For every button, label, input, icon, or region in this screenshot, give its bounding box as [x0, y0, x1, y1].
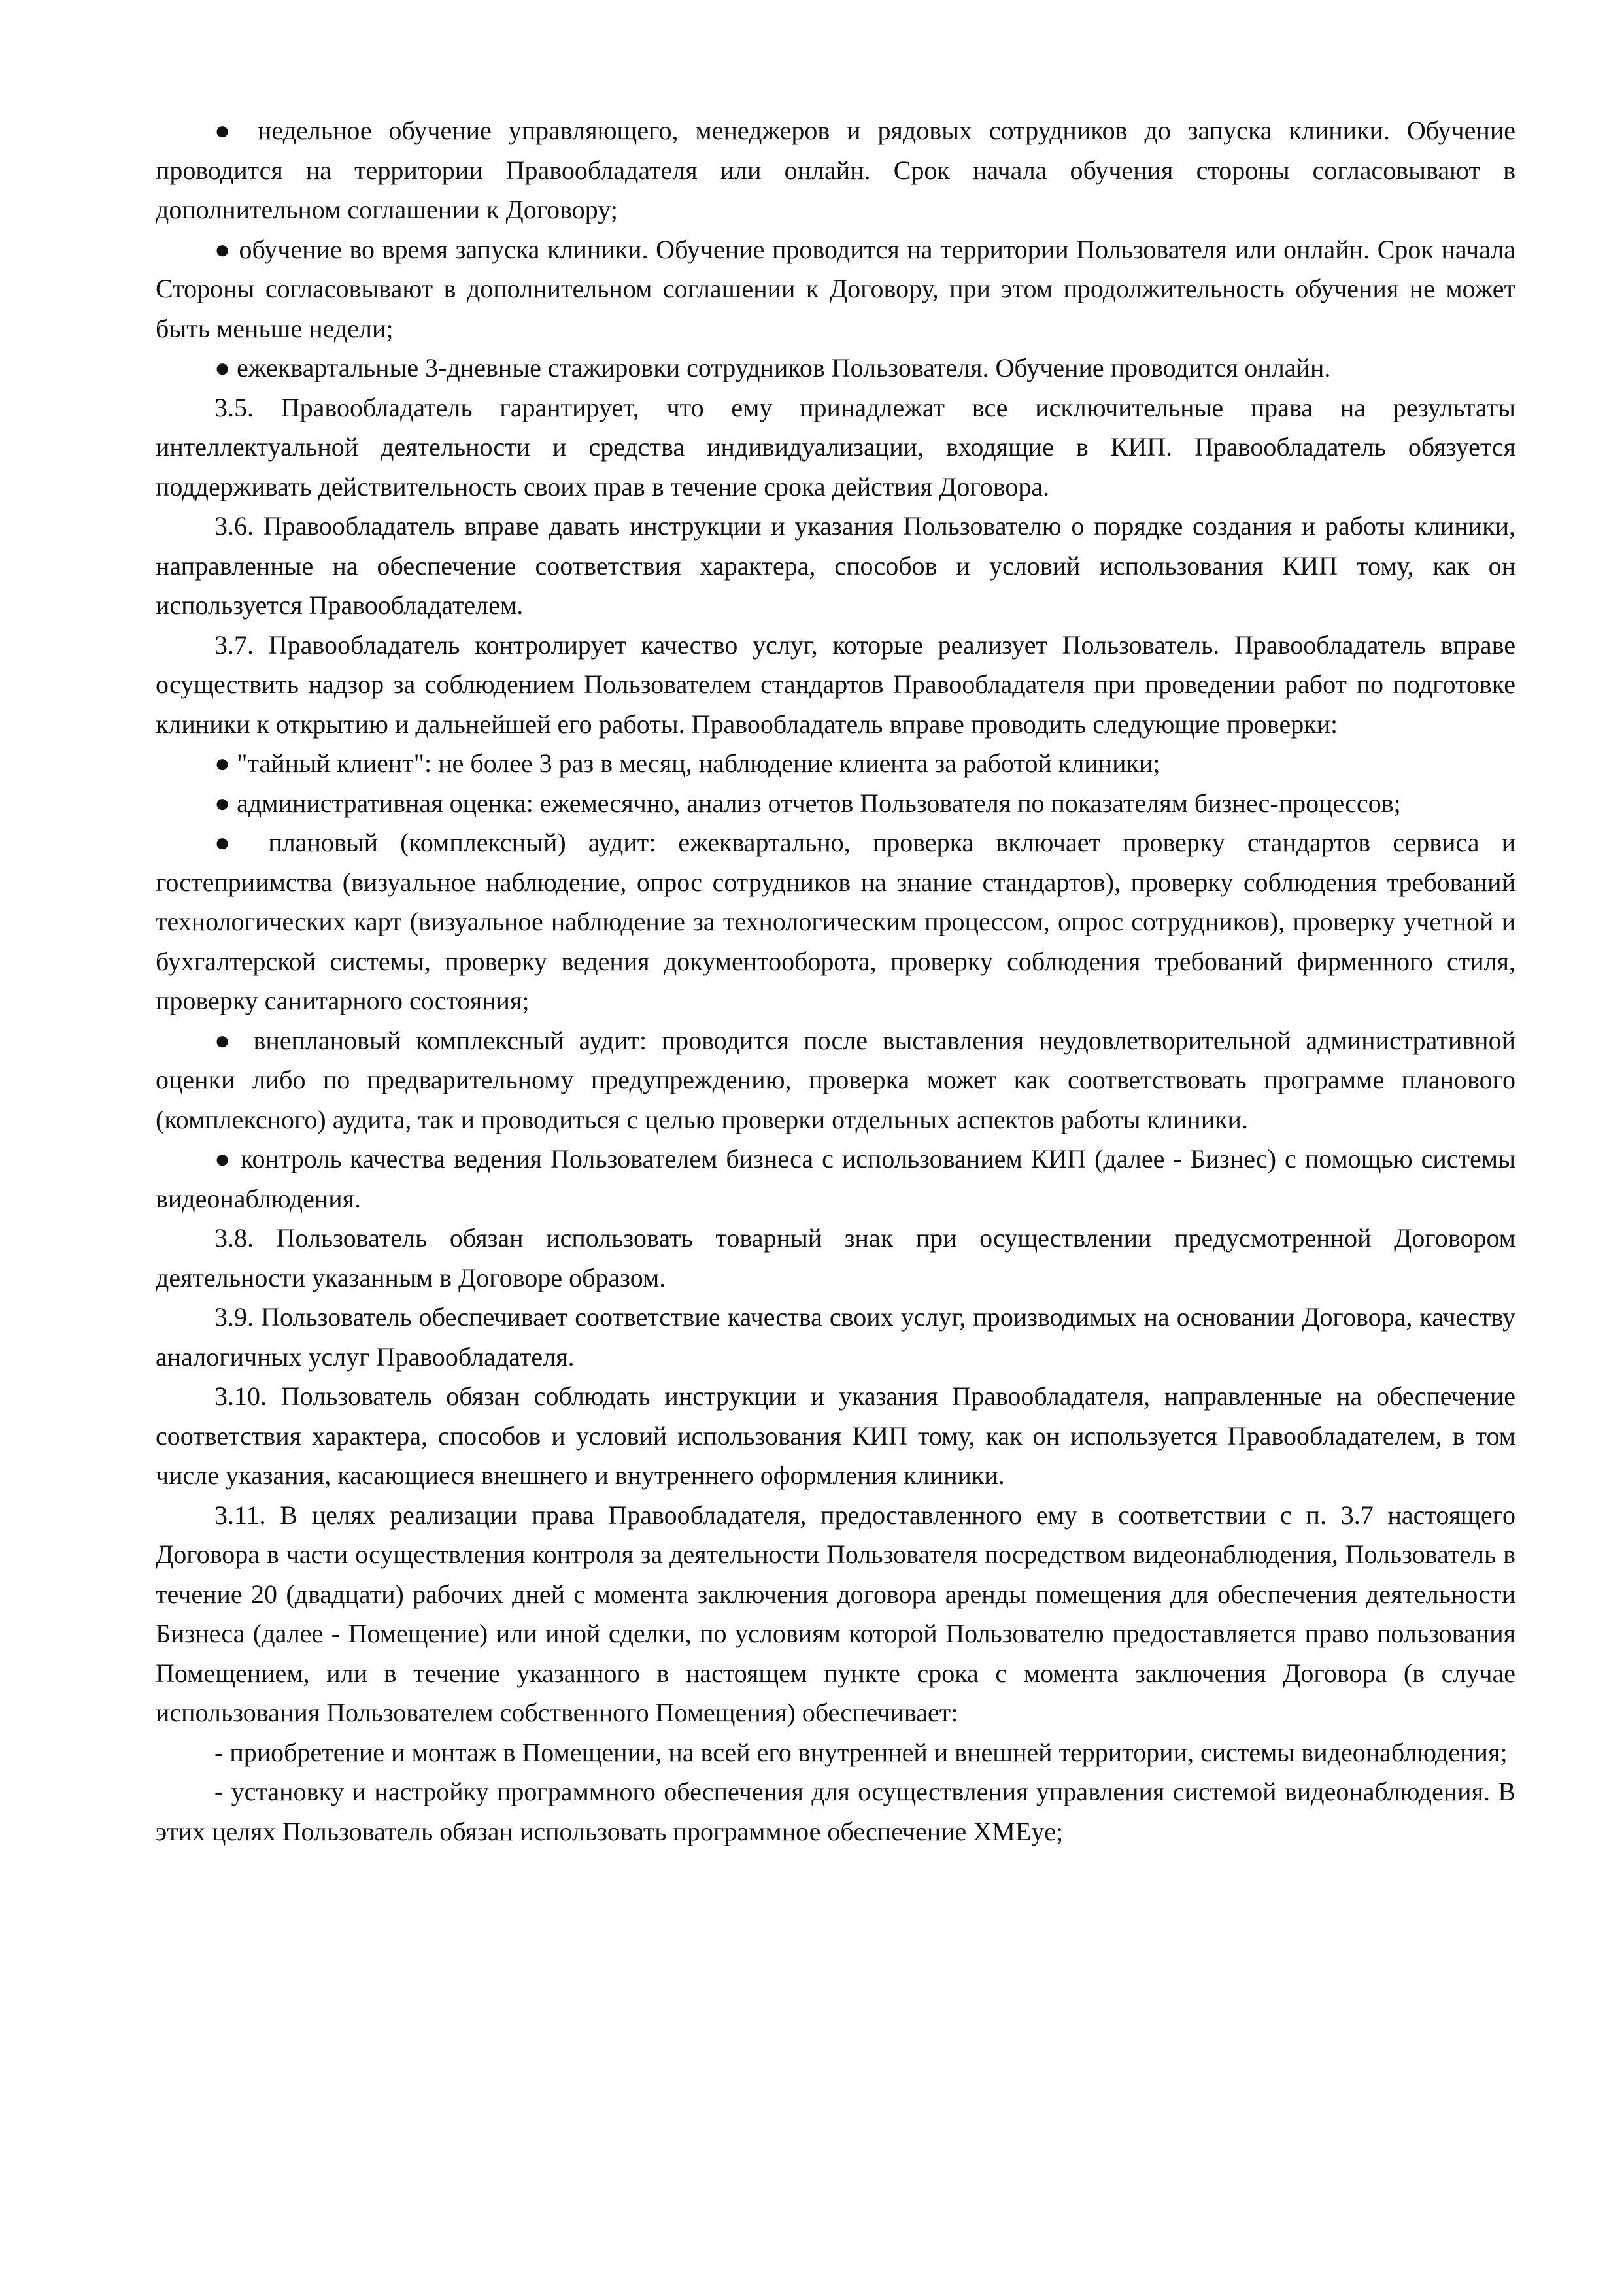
paragraph-training-during-launch: ● обучение во время запуска клиники. Обучение проводится на территории Пользователя или онлайн. Срок начала Стороны согласовывают в дополнительном соглашении к Договору, при этом продолжительность обучения не может быть меньше недели; — [156, 234, 1515, 343]
paragraph-3-5: 3.5. Правообладатель гарантирует, что ему принадлежат все исключительные права на результаты интеллектуальной деятельности и средства индивидуализации, входящие в КИП. Правообладатель обязуется поддерживать действительность своих прав в течение срока действия Договора. — [156, 392, 1515, 501]
paragraph-administrative-assessment: ● административная оценка: ежемесячно, анализ отчетов Пользователя по показателям бизнес-процессов; — [214, 788, 1401, 818]
paragraph-quarterly-internships: ● ежеквартальные 3-дневные стажировки сотрудников Пользователя. Обучение проводится онлайн. — [214, 353, 1331, 382]
paragraph-video-system-installation: - приобретение и монтаж в Помещении, на всей его внутренней и внешней территории, системы видеонаблюдения; — [214, 1737, 1508, 1767]
paragraph-unscheduled-audit: ● внеплановый комплексный аудит: проводится после выставления неудовлетворительной административной оценки либо по предварительному предупреждению, проверка может как соответствовать программе планового (комплексного) аудита, так и проводиться с целью проверки отдельных аспектов работы клиники. — [156, 1025, 1515, 1134]
paragraph-planned-audit: ● плановый (комплексный) аудит: ежеквартально, проверка включает проверку стандартов сервиса и гостеприимства (визуальное наблюдение, опрос сотрудников на знание стандартов), проверку соблюдения требований технологических карт (визуальное наблюдение за технологическим процессом, опрос сотрудников), проверку учетной и бухгалтерской системы, проверку ведения документооборота, проверку соблюдения требований фирменного стиля, проверку санитарного состояния; — [156, 828, 1515, 1015]
paragraph-3-8: 3.8. Пользователь обязан использовать товарный знак при осуществлении предусмотренной Договором деятельности указанным в Договоре образом. — [156, 1223, 1515, 1292]
paragraph-3-7: 3.7. Правообладатель контролирует качество услуг, которые реализует Пользователь. Правообладатель вправе осуществить надзор за соблюдением Пользователем стандартов Правообладателя при проведении работ по подготовке клиники к открытию и дальнейшей его работы. Правообладатель вправе проводить следующие проверки: — [156, 630, 1515, 739]
paragraph-software-setup: - установку и настройку программного обеспечения для осуществления управления системой видеонаблюдения. В этих целях Пользователь обязан использовать программное обеспечение XMEye; — [156, 1777, 1515, 1846]
paragraph-3-10: 3.10. Пользователь обязан соблюдать инструкции и указания Правообладателя, направленные на обеспечение соответствия характера, способов и условий использования КИП тому, как он используется Правообладателем, в том числе указания, касающиеся внешнего и внутреннего оформления клиники. — [156, 1381, 1515, 1490]
paragraph-3-6: 3.6. Правообладатель вправе давать инструкции и указания Пользователю о порядке создания и работы клиники, направленные на обеспечение соответствия характера, способов и условий использования КИП тому, как он используется Правообладателем. — [156, 511, 1515, 620]
paragraph-training-before-launch: ● недельное обучение управляющего, менеджеров и рядовых сотрудников до запуска клиники. Обучение проводится на территории Правообладателя или онлайн. Срок начала обучения стороны согласовывают в дополнительном соглашении к Договору; — [156, 116, 1515, 224]
paragraph-3-11: 3.11. В целях реализации права Правообладателя, предоставленного ему в соответствии с п. 3.7 настоящего Договора в части осуществления контроля за деятельности Пользователя посредством видеонаблюдения, Пользователь в течение 20 (двадцати) рабочих дней с момента заключения договора аренды помещения для обеспечения деятельности Бизнеса (далее - Помещение) или иной сделки, по условиям которой Пользователю предоставляется право пользования Помещением, или в течение указанного в настоящем пункте срока с момента заключения Договора (в случае использования Пользователем собственного Помещения) обеспечивает: — [156, 1500, 1515, 1727]
paragraph-3-9: 3.9. Пользователь обеспечивает соответствие качества своих услуг, производимых на основании Договора, качеству аналогичных услуг Правообладателя. — [156, 1302, 1515, 1372]
paragraph-mystery-client: ● "тайный клиент": не более 3 раз в месяц, наблюдение клиента за работой клиники; — [214, 749, 1160, 778]
paragraph-video-quality-control: ● контроль качества ведения Пользователем бизнеса с использованием КИП (далее - Бизнес) с помощью системы видеонаблюдения. — [156, 1144, 1515, 1213]
document-page — [156, 111, 1515, 1851]
